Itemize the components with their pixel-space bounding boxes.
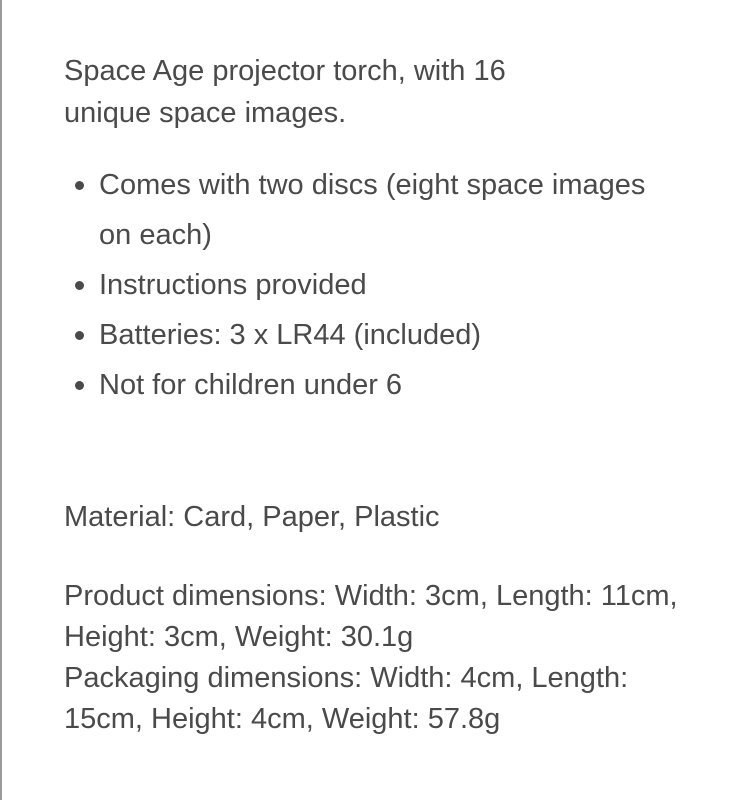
list-item (64, 160, 659, 260)
bullet-icon (75, 281, 84, 290)
list-item (64, 260, 659, 310)
bullet-icon (75, 181, 84, 190)
list-item-text: Not for children under 6 (99, 369, 403, 401)
dimensions-block (64, 576, 704, 740)
bullet-icon (75, 381, 84, 390)
bullet-icon (75, 331, 84, 340)
feature-list (64, 160, 704, 410)
list-item (64, 360, 659, 410)
product-intro: Space Age projector torch, with 16 unique space images. (64, 55, 506, 129)
list-item (64, 310, 659, 360)
packaging-dimensions-text: Packaging dimensions: Width: 4cm, Length: 15cm, Height: 4cm, Weight: 57.8g (64, 662, 629, 735)
product-dimensions-text: Product dimensions: Width: 3cm, Length: 11cm, Height: 3cm, Weight: 30.1g (64, 580, 678, 653)
material-text: Material: Card, Paper, Plastic (64, 501, 440, 533)
product-description (64, 50, 704, 740)
list-item-text: Instructions provided (99, 269, 367, 301)
list-item-text: Comes with two discs (eight space images on each) (99, 169, 646, 251)
list-item-text: Batteries: 3 x LR44 (included) (99, 319, 482, 351)
